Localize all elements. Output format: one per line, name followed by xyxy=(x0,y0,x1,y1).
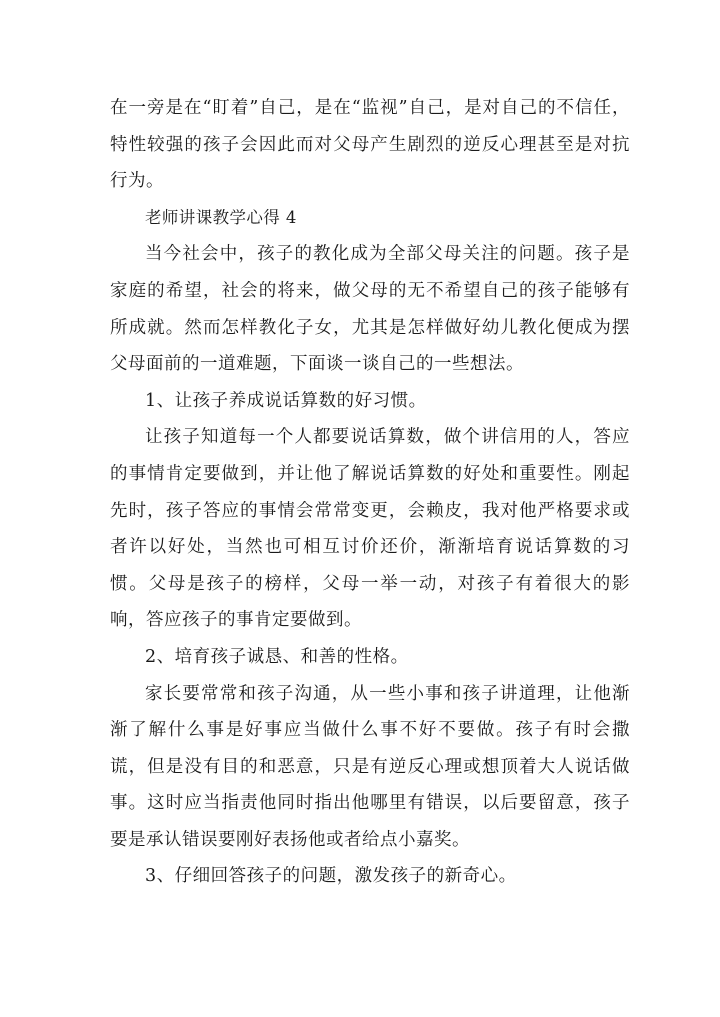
paragraph: 当今社会中，孩子的教化成为全部父母关注的问题。孩子是家庭的希望，社会的将来，做父母的无不希望自己的孩子能够有所成就。然而怎样教化子女，尤其是怎样做好幼儿教化便成为摆父母面前的一道难题，下面谈一谈自己的一些想法。 xyxy=(110,244,630,375)
paragraph: 在一旁是在“盯着”自己，是在“监视”自己，是对自己的不信任，特性较强的孩子会因此而对父母产生剧烈的逆反心理甚至是对抗行为。 xyxy=(110,98,630,192)
paragraph: 让孩子知道每一个人都要说话算数，做个讲信用的人，答应的事情肯定要做到，并让他了解说话算数的好处和重要性。刚起先时，孩子答应的事情会常常变更，会赖皮，我对他严格要求或者许以好处，当然也可相互讨价还价，渐渐培育说话算数的习惯。父母是孩子的榜样，父母一举一动，对孩子有着很大的影响，答应孩子的事肯定要做到。 xyxy=(110,427,630,631)
list-item-heading: 1、让孩子养成说话算数的好习惯。 xyxy=(145,390,427,411)
document-body xyxy=(110,90,630,895)
list-item-heading: 2、培育孩子诚恳、和善的性格。 xyxy=(145,646,409,667)
list-item-heading: 3、仔细回答孩子的问题，激发孩子的新奇心。 xyxy=(145,866,517,887)
section-heading: 老师讲课教学心得 4 xyxy=(145,207,297,227)
paragraph: 家长要常常和孩子沟通，从一些小事和孩子讲道理，让他渐渐了解什么事是好事应当做什么事不好不要做。孩子有时会撒谎，但是没有目的和恶意，只是有逆反心理或想顶着大人说话做事。这时应当指责他同时指出他哪里有错误，以后要留意，孩子要是承认错误要刚好表扬他或者给点小嘉奖。 xyxy=(110,683,630,850)
